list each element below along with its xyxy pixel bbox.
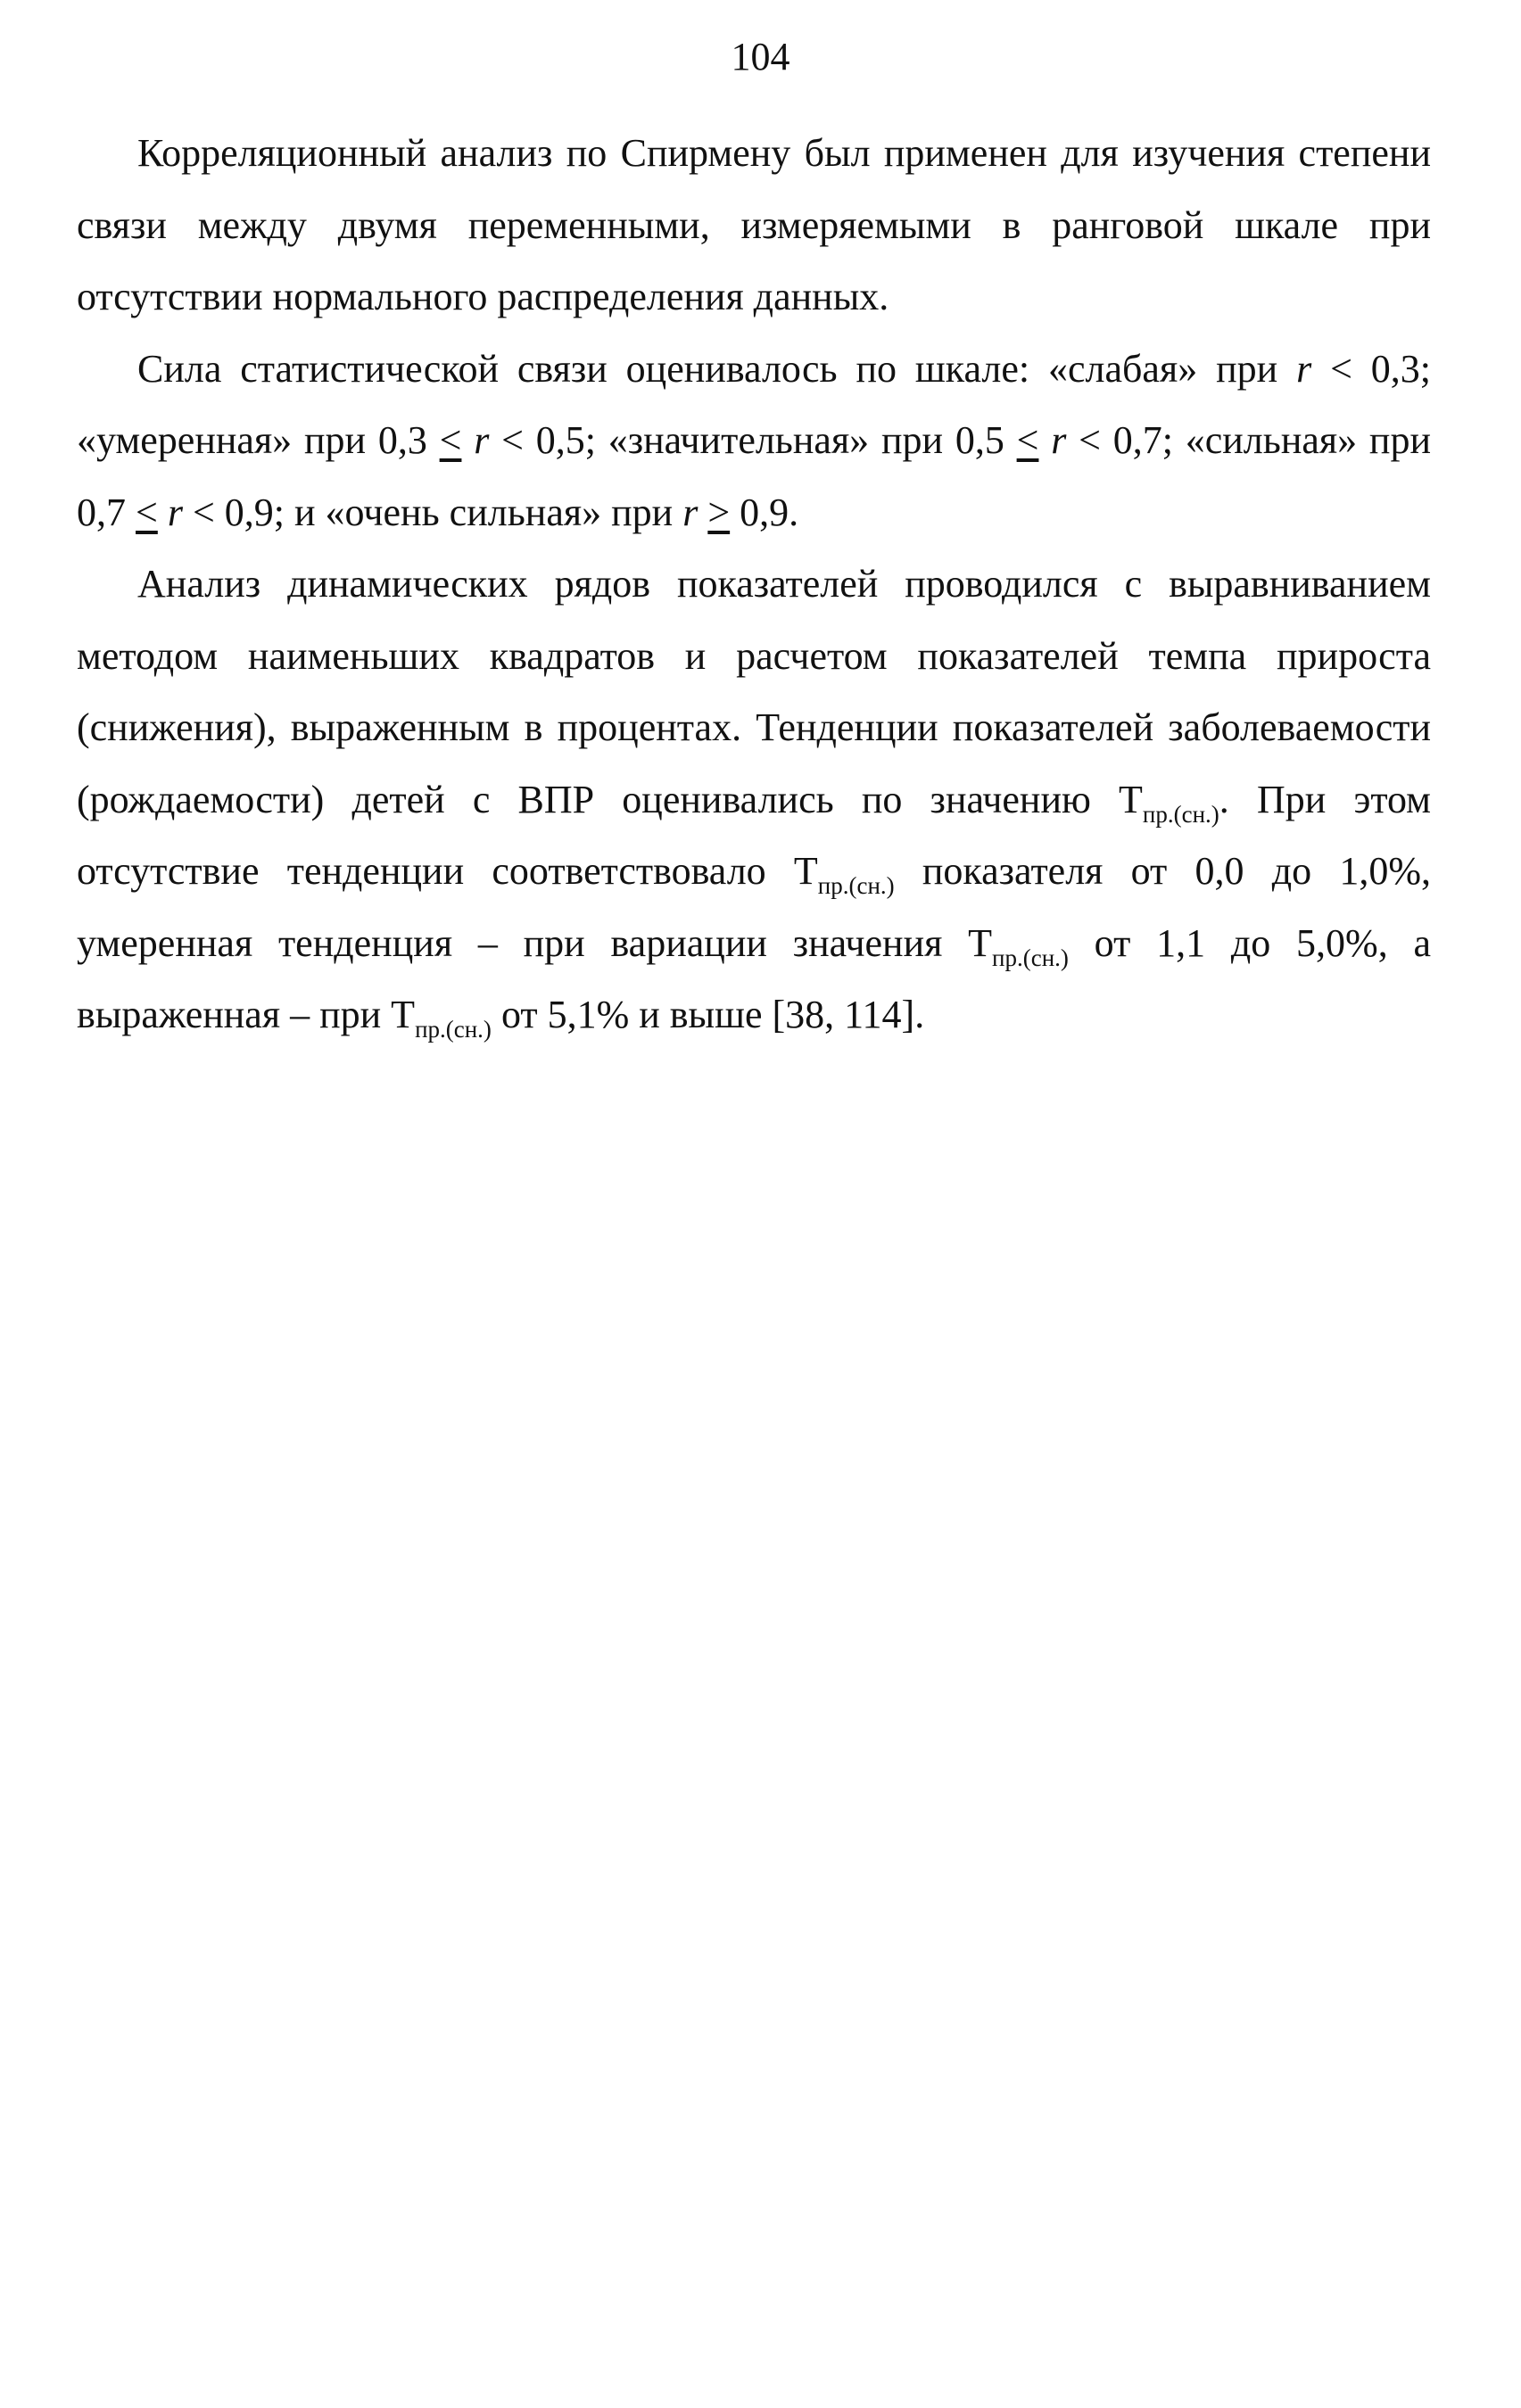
text-run: < 0,5; «значительная» при 0,5 (489, 418, 1017, 462)
less-or-equal-symbol: < (1016, 418, 1039, 462)
variable-r: r (682, 490, 699, 534)
text-run: показателя от 0,0 до 1,0%, умеренная тенденция – при вариации значения Т (77, 849, 1431, 965)
subscript-growth-rate: пр.(сн.) (415, 1016, 492, 1043)
less-or-equal-symbol: < (136, 490, 158, 534)
subscript-growth-rate: пр.(сн.) (817, 872, 895, 899)
text-run (461, 418, 474, 462)
text-run: . При этом отсутствие тенденции соответствовало Т (77, 777, 1431, 893)
subscript-growth-rate: пр.(сн.) (992, 944, 1069, 971)
paragraph-spearman-correlation (77, 118, 1431, 334)
text-run (158, 491, 168, 534)
text-run: < 0,3; «умеренная» при 0,3 (77, 346, 1431, 462)
variable-r: r (1051, 418, 1067, 462)
text-run: < 0,9; и «очень сильная» при (182, 490, 683, 534)
subscript-growth-rate: пр.(сн.) (1142, 800, 1219, 828)
greater-or-equal-symbol: > (707, 490, 731, 534)
paragraph-correlation-strength-scale (77, 334, 1431, 549)
less-or-equal-symbol: < (439, 418, 462, 462)
text-run: Анализ динамических рядов показателей проводился с выравниванием методом наименьших квадратов и расчетом показателей темпа прироста (снижения), выраженным в процентах. Тенденции показателей заболеваемости (рождаемости) детей с ВПР оценивались по значению Т (77, 562, 1431, 821)
text-run: от 5,1% и выше [38, 114]. (491, 993, 925, 1036)
variable-r: r (167, 490, 183, 534)
variable-r: r (474, 418, 490, 462)
paragraph-dynamic-series-analysis (77, 548, 1431, 1051)
text-run (698, 491, 707, 534)
text-run: < 0,7; «сильная» при 0,7 (77, 418, 1431, 534)
variable-r: r (1296, 346, 1312, 391)
paragraph-text: Корреляционный анализ по Спирмену был применен для изучения степени связи между двумя переменными, измеряемыми в ранговой шкале при отсутствии нормального распределения данных. (77, 131, 1431, 318)
text-run: Сила статистической связи оценивалось по шкале: «слабая» при (137, 346, 1297, 391)
text-run: от 1,1 до 5,0%, а выраженная – при Т (77, 920, 1431, 1036)
document-body (77, 118, 1431, 1051)
text-run: 0,9. (730, 490, 799, 534)
text-run (1038, 418, 1051, 462)
page-number: 104 (731, 35, 790, 78)
